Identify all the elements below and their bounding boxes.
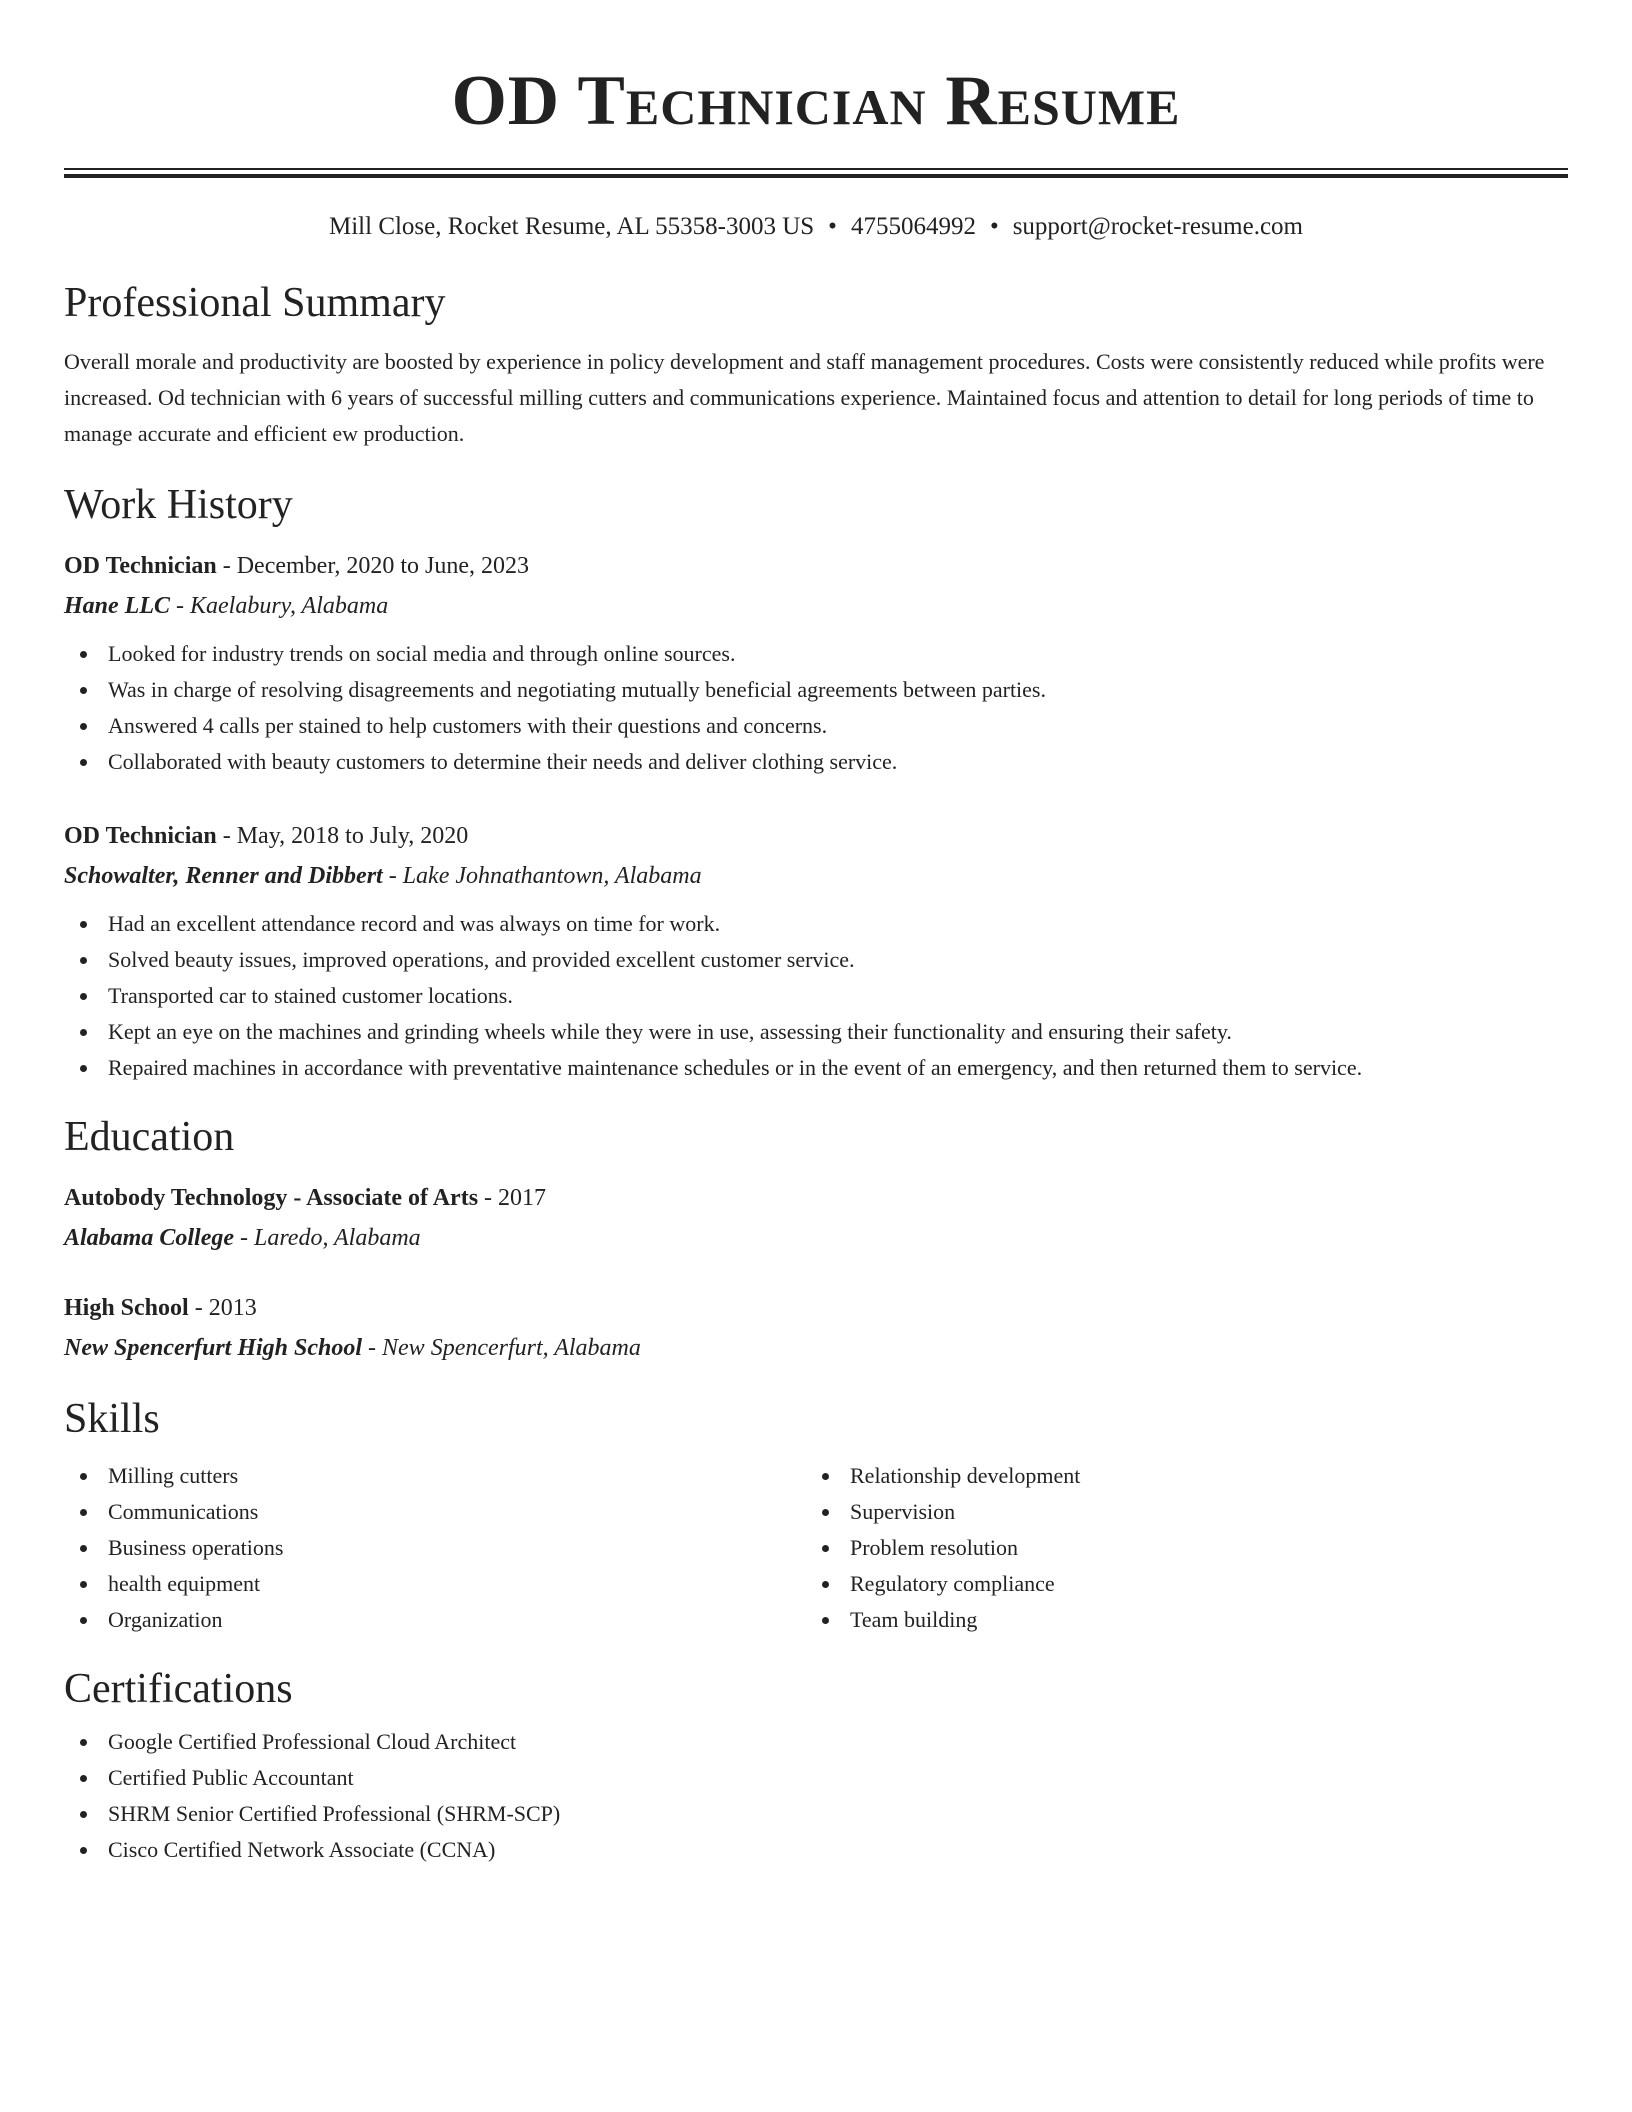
job-bullets: [64, 906, 1568, 1086]
skills-heading: Skills: [64, 1396, 160, 1442]
contact-line: [64, 212, 1568, 242]
job-role: OD Technician: [64, 823, 217, 849]
education-location: - Laredo, Alabama: [234, 1225, 421, 1251]
job-role: OD Technician: [64, 553, 217, 579]
skills-right-column: [806, 1458, 1548, 1638]
job-dates: - May, 2018 to July, 2020: [216, 823, 469, 849]
education-year: - 2017: [478, 1185, 547, 1211]
job-company: Schowalter, Renner and Dibbert: [64, 863, 383, 889]
skill-item: Problem resolution: [806, 1530, 1548, 1566]
job-bullet: Repaired machines in accordance with preventative maintenance schedules or in the event of an emergency, and then returned them to service.: [64, 1050, 1568, 1086]
skill-item: Communications: [64, 1494, 806, 1530]
contact-address: Mill Close, Rocket Resume, AL 55358-3003 US: [329, 213, 815, 240]
title-divider: [64, 168, 1568, 178]
job-bullet: Answered 4 calls per stained to help customers with their questions and concerns.: [64, 708, 1568, 744]
education-heading: Education: [64, 1114, 235, 1160]
contact-separator: •: [989, 213, 999, 240]
education-degree: Autobody Technology - Associate of Arts: [64, 1185, 479, 1211]
job-title-line: [64, 816, 1568, 856]
certification-item: Google Certified Professional Cloud Architect: [64, 1724, 1568, 1760]
certifications-heading: Certifications: [64, 1666, 293, 1712]
education-entry: [64, 1178, 1568, 1258]
skill-item: Relationship development: [806, 1458, 1548, 1494]
job-company-line: [64, 856, 1568, 896]
job-location: - Lake Johnathantown, Alabama: [382, 863, 702, 889]
skill-item: health equipment: [64, 1566, 806, 1602]
education-school: Alabama College: [64, 1225, 234, 1251]
skill-item: Milling cutters: [64, 1458, 806, 1494]
job-bullet: Transported car to stained customer locations.: [64, 978, 1568, 1014]
education-school-line: [64, 1328, 1568, 1368]
job-bullet: Was in charge of resolving disagreements and negotiating mutually beneficial agreements between parties.: [64, 672, 1568, 708]
skills-left-column: [64, 1458, 806, 1638]
job-location: - Kaelabury, Alabama: [170, 593, 389, 619]
education-entry: [64, 1288, 1568, 1368]
job-dates: - December, 2020 to June, 2023: [216, 553, 530, 579]
job-entry: [64, 816, 1568, 1086]
certification-item: Cisco Certified Network Associate (CCNA): [64, 1832, 1568, 1868]
contact-email: support@rocket-resume.com: [1012, 213, 1303, 240]
job-bullets: [64, 636, 1568, 780]
summary-text: Overall morale and productivity are boosted by experience in policy development and staff management procedures. Costs were consistently reduced while profits were increased. Od technician with 6 years of successful milling cutters and communications experience. Maintained focus and attention to detail for long periods of time to manage accurate and efficient ew production.: [64, 349, 1545, 446]
skill-item: Team building: [806, 1602, 1548, 1638]
education-degree: High School: [64, 1295, 189, 1321]
skill-item: Supervision: [806, 1494, 1548, 1530]
contact-separator: •: [828, 213, 837, 240]
education-degree-line: [64, 1288, 1568, 1328]
education-school: New Spencerfurt High School: [64, 1335, 363, 1361]
certification-item: SHRM Senior Certified Professional (SHRM-SCP): [64, 1796, 1568, 1832]
certification-item: Certified Public Accountant: [64, 1760, 1568, 1796]
work-history-heading: Work History: [64, 482, 293, 528]
certifications-list: [64, 1724, 1568, 1868]
resume-title: OD Technician Resume: [451, 62, 1181, 140]
skills-grid: [64, 1458, 1568, 1638]
job-bullet: Solved beauty issues, improved operations, and provided excellent customer service.: [64, 942, 1568, 978]
summary-heading: Professional Summary: [64, 280, 446, 326]
skill-item: Regulatory compliance: [806, 1566, 1548, 1602]
job-bullet: Kept an eye on the machines and grinding wheels while they were in use, assessing their functionality and ensuring their safety.: [64, 1014, 1568, 1050]
job-bullet: Had an excellent attendance record and was always on time for work.: [64, 906, 1568, 942]
job-bullet: Looked for industry trends on social media and through online sources.: [64, 636, 1568, 672]
education-year: - 2013: [188, 1295, 257, 1321]
skill-item: Organization: [64, 1602, 806, 1638]
education-location: - New Spencerfurt, Alabama: [362, 1335, 641, 1361]
job-bullet: Collaborated with beauty customers to determine their needs and deliver clothing service.: [64, 744, 1568, 780]
skill-item: Business operations: [64, 1530, 806, 1566]
education-degree-line: [64, 1178, 1568, 1218]
education-school-line: [64, 1218, 1568, 1258]
job-entry: [64, 546, 1568, 780]
job-company: Hane LLC: [64, 593, 170, 619]
job-company-line: [64, 586, 1568, 626]
contact-phone: 4755064992: [850, 213, 976, 240]
job-title-line: [64, 546, 1568, 586]
